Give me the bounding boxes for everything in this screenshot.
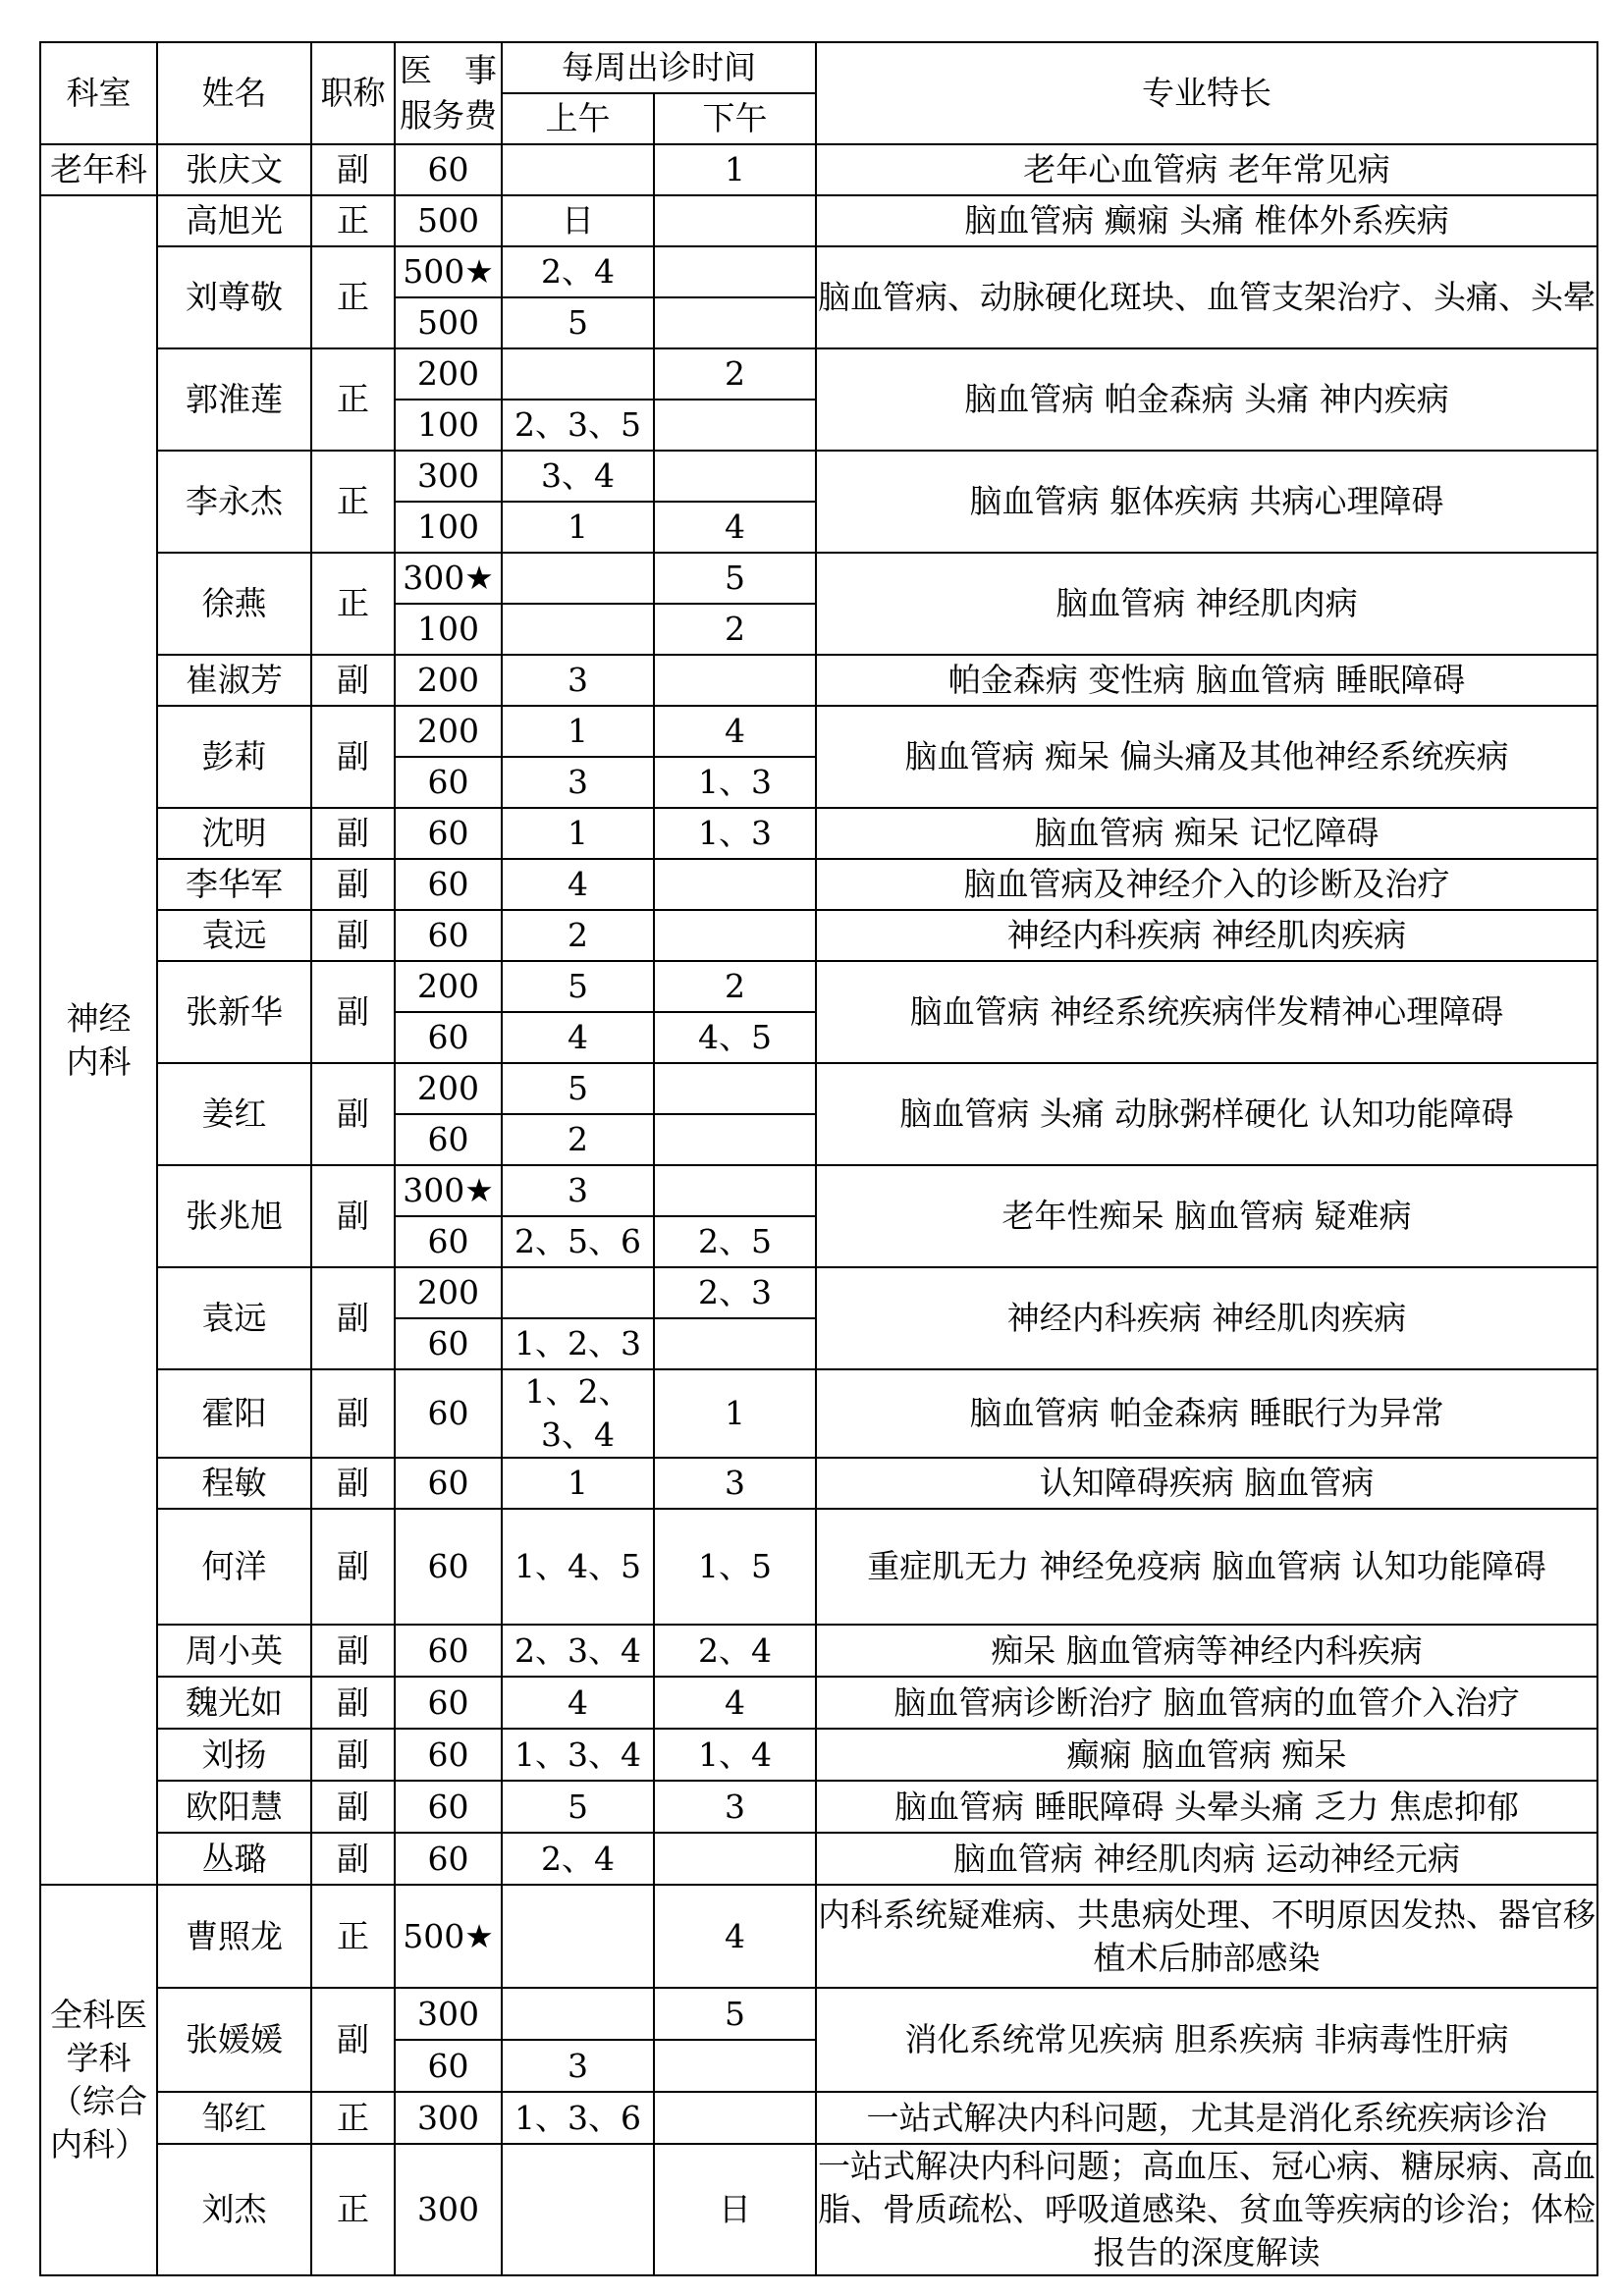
am: 1、3、6 (502, 2092, 654, 2144)
fee: 500★ (395, 246, 502, 297)
am: 5 (502, 1781, 654, 1833)
specialty: 脑血管病 头痛 动脉粥样硬化 认知功能障碍 (816, 1063, 1597, 1165)
fee: 300 (395, 2144, 502, 2275)
am: 3 (502, 757, 654, 808)
specialty: 内科系统疑难病、共患病处理、不明原因发热、器官移植术后肺部感染 (816, 1885, 1597, 1988)
table-row (40, 2144, 1597, 2275)
fee: 60 (395, 859, 502, 910)
specialty: 脑血管病、动脉硬化斑块、血管支架治疗、头痛、头晕 (816, 246, 1597, 348)
table-row (40, 859, 1597, 910)
fee: 60 (395, 1677, 502, 1729)
specialty: 一站式解决内科问题；高血压、冠心病、糖尿病、高血脂、骨质疏松、呼吸道感染、贫血等疾病的诊治；体检报告的深度解读 (816, 2144, 1597, 2275)
fee: 300 (395, 1988, 502, 2040)
fee: 60 (395, 1729, 502, 1781)
am: 1、4、5 (502, 1509, 654, 1625)
pm: 1、3 (654, 808, 816, 859)
am (502, 1988, 654, 2040)
fee: 60 (395, 2040, 502, 2092)
doctor-title: 副 (311, 144, 395, 195)
pm: 2、3 (654, 1267, 816, 1318)
clinic-schedule-table (39, 41, 1598, 2276)
fee: 300 (395, 451, 502, 502)
am: 3 (502, 2040, 654, 2092)
fee: 60 (395, 910, 502, 961)
am: 2 (502, 1114, 654, 1165)
am (502, 144, 654, 195)
fee: 300 (395, 2092, 502, 2144)
pm: 日 (654, 2144, 816, 2275)
pm (654, 1318, 816, 1369)
table-row (40, 1165, 1597, 1216)
doctor-title: 副 (311, 706, 395, 808)
table-row (40, 1833, 1597, 1885)
fee: 100 (395, 502, 502, 553)
am: 1 (502, 502, 654, 553)
table-row (40, 655, 1597, 706)
table-row (40, 961, 1597, 1012)
pm (654, 1833, 816, 1885)
doctor-name: 曹照龙 (157, 1885, 311, 1988)
specialty: 神经内科疾病 神经肌肉疾病 (816, 1267, 1597, 1369)
am: 4 (502, 1012, 654, 1063)
table-row (40, 144, 1597, 195)
am (502, 1267, 654, 1318)
doctor-title: 副 (311, 1509, 395, 1625)
fee: 60 (395, 1369, 502, 1458)
fee: 300★ (395, 1165, 502, 1216)
table-row (40, 808, 1597, 859)
pm (654, 400, 816, 451)
doctor-title: 副 (311, 1369, 395, 1458)
am: 2、4 (502, 1833, 654, 1885)
doctor-name: 沈明 (157, 808, 311, 859)
doctor-name: 张庆文 (157, 144, 311, 195)
specialty: 消化系统常见疾病 胆系疾病 非病毒性肝病 (816, 1988, 1597, 2092)
am: 日 (502, 195, 654, 246)
table-row (40, 451, 1597, 502)
pm: 5 (654, 553, 816, 604)
fee: 60 (395, 144, 502, 195)
am: 2、5、6 (502, 1216, 654, 1267)
fee: 60 (395, 1216, 502, 1267)
table-row (40, 1885, 1597, 1988)
doctor-name: 欧阳慧 (157, 1781, 311, 1833)
fee: 60 (395, 1509, 502, 1625)
doctor-name: 崔淑芳 (157, 655, 311, 706)
pm: 2 (654, 961, 816, 1012)
doctor-title: 副 (311, 1729, 395, 1781)
fee: 200 (395, 961, 502, 1012)
header-title: 职称 (311, 42, 395, 144)
table-row (40, 1729, 1597, 1781)
table-row (40, 246, 1597, 297)
pm (654, 859, 816, 910)
specialty: 脑血管病 痴呆 偏头痛及其他神经系统疾病 (816, 706, 1597, 808)
fee: 200 (395, 706, 502, 757)
specialty: 一站式解决内科问题，尤其是消化系统疾病诊治 (816, 2092, 1597, 2144)
pm: 4 (654, 1885, 816, 1988)
fee: 60 (395, 1458, 502, 1509)
specialty: 神经内科疾病 神经肌肉疾病 (816, 910, 1597, 961)
fee: 300★ (395, 553, 502, 604)
doctor-name: 袁远 (157, 910, 311, 961)
specialty: 脑血管病 躯体疾病 共病心理障碍 (816, 451, 1597, 553)
doctor-name: 郭淮莲 (157, 348, 311, 451)
pm: 1、5 (654, 1509, 816, 1625)
table-row (40, 1267, 1597, 1318)
header-name: 姓名 (157, 42, 311, 144)
doctor-title: 副 (311, 1625, 395, 1677)
header-dept: 科室 (40, 42, 157, 144)
doctor-name: 张兆旭 (157, 1165, 311, 1267)
header-schedule: 每周出诊时间 (502, 42, 816, 93)
am: 1 (502, 706, 654, 757)
doctor-title: 副 (311, 808, 395, 859)
table-row (40, 910, 1597, 961)
am: 3 (502, 655, 654, 706)
am: 1、2、3、4 (502, 1369, 654, 1458)
table-row (40, 348, 1597, 400)
am: 1、2、3 (502, 1318, 654, 1369)
doctor-title: 副 (311, 1063, 395, 1165)
doctor-title: 副 (311, 1781, 395, 1833)
pm: 4 (654, 1677, 816, 1729)
fee: 200 (395, 1063, 502, 1114)
pm (654, 195, 816, 246)
am: 4 (502, 1677, 654, 1729)
table-row (40, 1369, 1597, 1458)
pm (654, 655, 816, 706)
specialty: 脑血管病诊断治疗 脑血管病的血管介入治疗 (816, 1677, 1597, 1729)
specialty: 老年性痴呆 脑血管病 疑难病 (816, 1165, 1597, 1267)
header-am: 上午 (502, 93, 654, 144)
pm (654, 297, 816, 348)
doctor-name: 周小英 (157, 1625, 311, 1677)
specialty: 重症肌无力 神经免疫病 脑血管病 认知功能障碍 (816, 1509, 1597, 1625)
pm (654, 1114, 816, 1165)
am: 5 (502, 297, 654, 348)
fee: 200 (395, 348, 502, 400)
am: 2、3、4 (502, 1625, 654, 1677)
doctor-title: 副 (311, 1458, 395, 1509)
doctor-name: 魏光如 (157, 1677, 311, 1729)
pm (654, 1063, 816, 1114)
pm: 2 (654, 348, 816, 400)
doctor-name: 刘杰 (157, 2144, 311, 2275)
fee: 60 (395, 808, 502, 859)
dept-general-medicine: 全科医 学科 （综合 内科） (40, 1885, 157, 2275)
fee: 100 (395, 400, 502, 451)
fee: 60 (395, 1318, 502, 1369)
fee: 60 (395, 757, 502, 808)
table-row (40, 2092, 1597, 2144)
doctor-name: 丛璐 (157, 1833, 311, 1885)
doctor-name: 张媛媛 (157, 1988, 311, 2092)
doctor-name: 刘尊敬 (157, 246, 311, 348)
fee: 200 (395, 1267, 502, 1318)
table-row (40, 1988, 1597, 2040)
specialty: 脑血管病 神经肌肉病 (816, 553, 1597, 655)
fee: 500 (395, 297, 502, 348)
doctor-title: 正 (311, 2092, 395, 2144)
am: 3、4 (502, 451, 654, 502)
fee: 200 (395, 655, 502, 706)
am (502, 2144, 654, 2275)
pm: 4 (654, 502, 816, 553)
pm (654, 2040, 816, 2092)
doctor-title: 正 (311, 246, 395, 348)
doctor-title: 正 (311, 195, 395, 246)
am: 2 (502, 910, 654, 961)
pm (654, 451, 816, 502)
table-row (40, 1509, 1597, 1625)
doctor-name: 霍阳 (157, 1369, 311, 1458)
am: 3 (502, 1165, 654, 1216)
table-row (40, 706, 1597, 757)
doctor-name: 程敏 (157, 1458, 311, 1509)
pm (654, 2092, 816, 2144)
specialty: 认知障碍疾病 脑血管病 (816, 1458, 1597, 1509)
fee: 60 (395, 1114, 502, 1165)
specialty: 帕金森病 变性病 脑血管病 睡眠障碍 (816, 655, 1597, 706)
am: 5 (502, 961, 654, 1012)
table-row (40, 1677, 1597, 1729)
fee: 500★ (395, 1885, 502, 1988)
header-specialty: 专业特长 (816, 42, 1597, 144)
specialty: 老年心血管病 老年常见病 (816, 144, 1597, 195)
specialty: 脑血管病 睡眠障碍 头晕头痛 乏力 焦虑抑郁 (816, 1781, 1597, 1833)
doctor-name: 姜红 (157, 1063, 311, 1165)
pm (654, 1165, 816, 1216)
specialty: 脑血管病 神经肌肉病 运动神经元病 (816, 1833, 1597, 1885)
fee: 60 (395, 1781, 502, 1833)
specialty: 痴呆 脑血管病等神经内科疾病 (816, 1625, 1597, 1677)
dept-neurology: 神经 内科 (40, 195, 157, 1885)
doctor-name: 徐燕 (157, 553, 311, 655)
doctor-title: 副 (311, 859, 395, 910)
doctor-title: 正 (311, 451, 395, 553)
table-row (40, 1781, 1597, 1833)
specialty: 脑血管病 癫痫 头痛 椎体外系疾病 (816, 195, 1597, 246)
am (502, 348, 654, 400)
specialty: 癫痫 脑血管病 痴呆 (816, 1729, 1597, 1781)
header-pm: 下午 (654, 93, 816, 144)
fee: 60 (395, 1833, 502, 1885)
pm: 2、5 (654, 1216, 816, 1267)
header-fee: 医 事 服务费 (395, 42, 502, 144)
am (502, 604, 654, 655)
pm: 4、5 (654, 1012, 816, 1063)
doctor-title: 副 (311, 1165, 395, 1267)
am: 2、3、5 (502, 400, 654, 451)
am: 1 (502, 1458, 654, 1509)
pm: 1、3 (654, 757, 816, 808)
specialty: 脑血管病 痴呆 记忆障碍 (816, 808, 1597, 859)
am: 5 (502, 1063, 654, 1114)
fee: 500 (395, 195, 502, 246)
pm: 1、4 (654, 1729, 816, 1781)
doctor-name: 高旭光 (157, 195, 311, 246)
doctor-title: 正 (311, 348, 395, 451)
specialty: 脑血管病 帕金森病 睡眠行为异常 (816, 1369, 1597, 1458)
doctor-title: 正 (311, 2144, 395, 2275)
table-row (40, 1458, 1597, 1509)
doctor-name: 张新华 (157, 961, 311, 1063)
doctor-name: 何洋 (157, 1509, 311, 1625)
pm: 4 (654, 706, 816, 757)
am: 1 (502, 808, 654, 859)
am (502, 1885, 654, 1988)
doctor-title: 副 (311, 910, 395, 961)
doctor-name: 袁远 (157, 1267, 311, 1369)
pm: 3 (654, 1458, 816, 1509)
table-row (40, 1625, 1597, 1677)
specialty: 脑血管病及神经介入的诊断及治疗 (816, 859, 1597, 910)
doctor-name: 刘扬 (157, 1729, 311, 1781)
am: 1、3、4 (502, 1729, 654, 1781)
pm (654, 910, 816, 961)
pm: 1 (654, 1369, 816, 1458)
pm: 2、4 (654, 1625, 816, 1677)
doctor-name: 李永杰 (157, 451, 311, 553)
doctor-title: 副 (311, 1988, 395, 2092)
fee: 100 (395, 604, 502, 655)
doctor-name: 李华军 (157, 859, 311, 910)
specialty: 脑血管病 帕金森病 头痛 神内疾病 (816, 348, 1597, 451)
doctor-title: 副 (311, 1833, 395, 1885)
doctor-title: 副 (311, 961, 395, 1063)
specialty: 脑血管病 神经系统疾病伴发精神心理障碍 (816, 961, 1597, 1063)
pm: 5 (654, 1988, 816, 2040)
pm (654, 246, 816, 297)
doctor-name: 彭莉 (157, 706, 311, 808)
table-row (40, 1063, 1597, 1114)
am: 2、4 (502, 246, 654, 297)
dept-geriatrics: 老年科 (40, 144, 157, 195)
pm: 1 (654, 144, 816, 195)
table-row (40, 195, 1597, 246)
doctor-title: 正 (311, 553, 395, 655)
fee: 60 (395, 1625, 502, 1677)
doctor-title: 正 (311, 1885, 395, 1988)
doctor-title: 副 (311, 655, 395, 706)
am (502, 553, 654, 604)
doctor-title: 副 (311, 1267, 395, 1369)
doctor-name: 邹红 (157, 2092, 311, 2144)
table-row (40, 553, 1597, 604)
doctor-title: 副 (311, 1677, 395, 1729)
fee: 60 (395, 1012, 502, 1063)
am: 4 (502, 859, 654, 910)
pm: 2 (654, 604, 816, 655)
pm: 3 (654, 1781, 816, 1833)
